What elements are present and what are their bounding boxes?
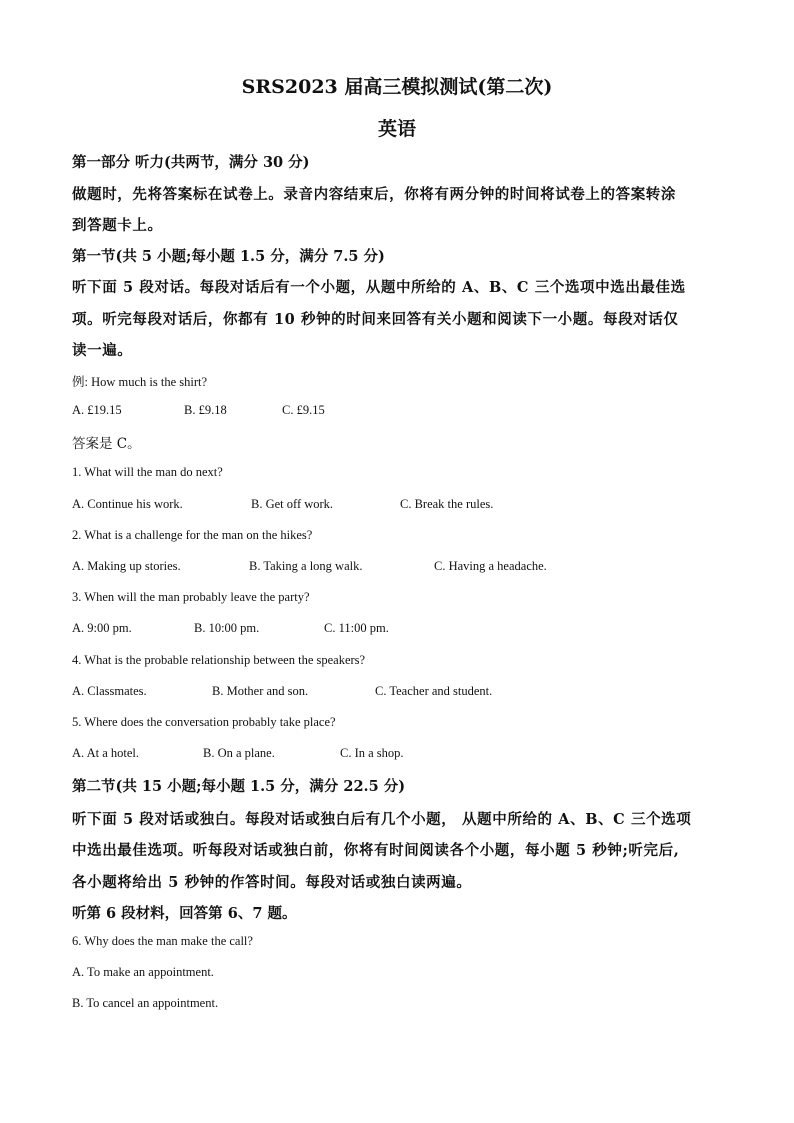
q4-option-c: C. Teacher and student. bbox=[375, 684, 493, 698]
section2-instruction-line3: 各小题将给出 5 秒钟的作答时间。每段对话或独白读两遍。 bbox=[72, 874, 472, 891]
section1-instruction-line1: 听下面 5 段对话。每段对话后有一个小题，从题中所给的 A、B、C 三个选项中选出最佳选 bbox=[72, 279, 686, 296]
question-3: 3. When will the man probably leave the party? bbox=[72, 590, 310, 604]
question-2-options bbox=[72, 559, 722, 574]
part1-heading: 第一部分 听力(共两节，满分 30 分) bbox=[72, 154, 310, 171]
q1-option-a: A. Continue his work. bbox=[72, 497, 183, 511]
question-1-options bbox=[72, 497, 722, 512]
example-question: 例: How much is the shirt? bbox=[72, 375, 208, 389]
question-2: 2. What is a challenge for the man on the hikes? bbox=[72, 528, 313, 542]
question-5: 5. Where does the conversation probably take place? bbox=[72, 715, 336, 729]
example-answer: 答案是 C。 bbox=[72, 436, 141, 452]
example-option-a: A. £19.15 bbox=[72, 403, 122, 417]
q2-option-a: A. Making up stories. bbox=[72, 559, 181, 573]
q5-option-b: B. On a plane. bbox=[203, 746, 275, 760]
q1-option-c: C. Break the rules. bbox=[400, 497, 494, 511]
section2-heading: 第二节(共 15 小题;每小题 1.5 分，满分 22.5 分) bbox=[72, 778, 406, 795]
section1-instruction-line3: 读一遍。 bbox=[72, 342, 133, 359]
q5-option-c: C. In a shop. bbox=[340, 746, 404, 760]
q3-option-a: A. 9:00 pm. bbox=[72, 621, 132, 635]
question-3-options bbox=[72, 621, 722, 636]
q2-option-b: B. Taking a long walk. bbox=[249, 559, 363, 573]
question-1: 1. What will the man do next? bbox=[72, 465, 223, 479]
example-option-c: C. £9.15 bbox=[282, 403, 325, 417]
q6-option-b: B. To cancel an appointment. bbox=[72, 996, 219, 1010]
q3-option-b: B. 10:00 pm. bbox=[194, 621, 260, 635]
section1-heading: 第一节(共 5 小题;每小题 1.5 分，满分 7.5 分) bbox=[72, 248, 385, 265]
question-5-options bbox=[72, 746, 722, 761]
q5-option-a: A. At a hotel. bbox=[72, 746, 140, 760]
part1-instruction-line2: 到答题卡上。 bbox=[72, 217, 163, 234]
section2-instruction-line1: 听下面 5 段对话或独白。每段对话或独白后有几个小题， 从题中所给的 A、B、C 三个选项 bbox=[72, 811, 692, 828]
section1-instruction-line2: 项。听完每段对话后，你都有 10 秒钟的时间来回答有关小题和阅读下一小题。每段对话仅 bbox=[72, 311, 679, 328]
q3-option-c: C. 11:00 pm. bbox=[324, 621, 389, 635]
example-option-b: B. £9.18 bbox=[184, 403, 227, 417]
q4-option-b: B. Mother and son. bbox=[212, 684, 309, 698]
q1-option-b: B. Get off work. bbox=[251, 497, 334, 511]
question-4: 4. What is the probable relationship between the speakers? bbox=[72, 653, 366, 667]
subject-title: 英语 bbox=[377, 118, 416, 140]
section2-material-note: 听第 6 段材料，回答第 6、7 题。 bbox=[72, 905, 297, 922]
question-4-options bbox=[72, 684, 722, 699]
q2-option-c: C. Having a headache. bbox=[434, 559, 547, 573]
exam-title: SRS2023 届高三模拟测试(第二次) bbox=[241, 76, 553, 98]
question-6: 6. Why does the man make the call? bbox=[72, 934, 253, 948]
part1-instruction-line1: 做题时，先将答案标在试卷上。录音内容结束后，你将有两分钟的时间将试卷上的答案转涂 bbox=[72, 186, 676, 203]
example-options bbox=[72, 403, 722, 418]
q6-option-a: A. To make an appointment. bbox=[72, 965, 214, 979]
q4-option-a: A. Classmates. bbox=[72, 684, 147, 698]
section2-instruction-line2: 中选出最佳选项。听每段对话或独白前，你将有时间阅读各个小题，每小题 5 秒钟;听完后, bbox=[72, 842, 680, 859]
